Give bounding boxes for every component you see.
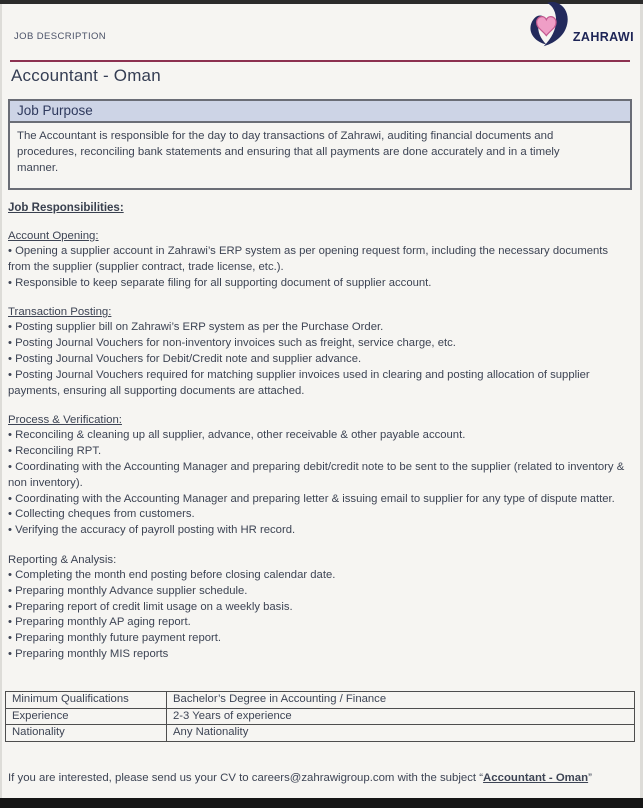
bullet-item: • Preparing monthly Advance supplier schedule. (8, 584, 248, 597)
responsibilities-section (8, 200, 631, 676)
header-divider-rule (10, 60, 630, 62)
responsibilities-heading: Job Responsibilities: (8, 202, 124, 214)
responsibility-section (8, 412, 631, 539)
company-logo (526, 2, 634, 53)
document-header-label: JOB DESCRIPTION (14, 31, 107, 42)
table-value-cell: Any Nationality (167, 725, 635, 742)
email-subject-text: Accountant - Oman (483, 772, 589, 784)
table-value-cell: Bachelor’s Degree in Accounting / Finance (167, 692, 635, 709)
open-quote: “ (479, 772, 484, 784)
responsibility-section (8, 228, 631, 291)
bullet-item: • Reconciling & cleaning up all supplier, advance, other receivable & other payable account. (8, 429, 466, 442)
bottom-edge-bar (0, 798, 643, 808)
bullet-item: • Preparing monthly future payment report. (8, 632, 222, 645)
footer-text-prefix: If you are interested, please send us your CV to (8, 772, 252, 784)
table-label-cell: Experience (6, 708, 167, 725)
bullet-item: • Collecting cheques from customers. (8, 508, 195, 521)
section-title: Account Opening: (8, 230, 99, 242)
job-purpose-section (8, 99, 632, 190)
bullet-item: • Preparing monthly MIS reports (8, 647, 169, 660)
bullet-item: • Posting supplier bill on Zahrawi’s ERP system as per the Purchase Order. (8, 321, 384, 334)
bullet-item: • Coordinating with the Accounting Manager and preparing debit/credit note to be sent to the supplier (related to inventory & non inventory). (8, 460, 625, 489)
section-title: Reporting & Analysis: (8, 553, 117, 566)
footer-text-middle: with the subject (394, 772, 480, 784)
table-value-cell: 2-3 Years of experience (167, 708, 635, 725)
email-text: careers@zahrawigroup.com (251, 772, 395, 784)
responsibility-section (8, 304, 631, 399)
bullet-item: • Preparing report of credit limit usage on a weekly basis. (8, 600, 293, 613)
responsibility-sections (8, 228, 631, 663)
bullet-item: • Responsible to keep separate filing for all supporting document of supplier account. (8, 276, 432, 289)
bullet-item: • Verifying the accuracy of payroll posting with HR record. (8, 524, 296, 537)
zahrawi-heart-logo-icon (526, 2, 572, 53)
section-title: Transaction Posting: (8, 306, 112, 319)
job-purpose-heading: Job Purpose (8, 99, 632, 123)
bullet-item: • Opening a supplier account in Zahrawi’s ERP system as per opening request form, including the necessary documents from the supplier (supplier contract, trade license, etc.). (8, 245, 609, 273)
table-row (6, 708, 635, 725)
table-row (6, 725, 635, 742)
page-title: Accountant - Oman (11, 66, 161, 85)
table-row (6, 692, 635, 709)
application-instructions (8, 770, 636, 786)
bullet-item: • Posting Journal Vouchers for non-inventory invoices such as freight, service charge, etc. (8, 337, 456, 350)
qualifications-table-body (6, 692, 635, 742)
responsibility-section (8, 552, 631, 663)
company-logo-text: ZAHRAWI (572, 30, 634, 44)
bullet-item: • Coordinating with the Accounting Manager and preparing letter & issuing email to supplier for any type of dispute matter. (8, 492, 615, 505)
bullet-item: • Completing the month end posting before closing calendar date. (8, 568, 336, 581)
job-purpose-body: The Accountant is responsible for the day to day transactions of Zahrawi, auditing financial documents and procedures, reconciling bank statements and ensuring that all payments are done accurately and in a timely manner. (8, 123, 632, 190)
table-label-cell: Nationality (6, 725, 167, 742)
bullet-item: • Posting Journal Vouchers for Debit/Credit note and supplier advance. (8, 352, 362, 365)
close-quote: ” (588, 772, 592, 784)
section-title: Process & Verification: (8, 414, 122, 427)
bullet-item: • Posting Journal Vouchers required for matching supplier invoices used in clearing and posting allocation of supplier payments, ensuring all supporting documents are attached. (8, 368, 590, 397)
bullet-item: • Reconciling RPT. (8, 445, 102, 458)
qualifications-table (5, 691, 635, 742)
table-label-cell: Minimum Qualifications (6, 692, 167, 709)
bullet-item: • Preparing monthly AP aging report. (8, 616, 191, 629)
